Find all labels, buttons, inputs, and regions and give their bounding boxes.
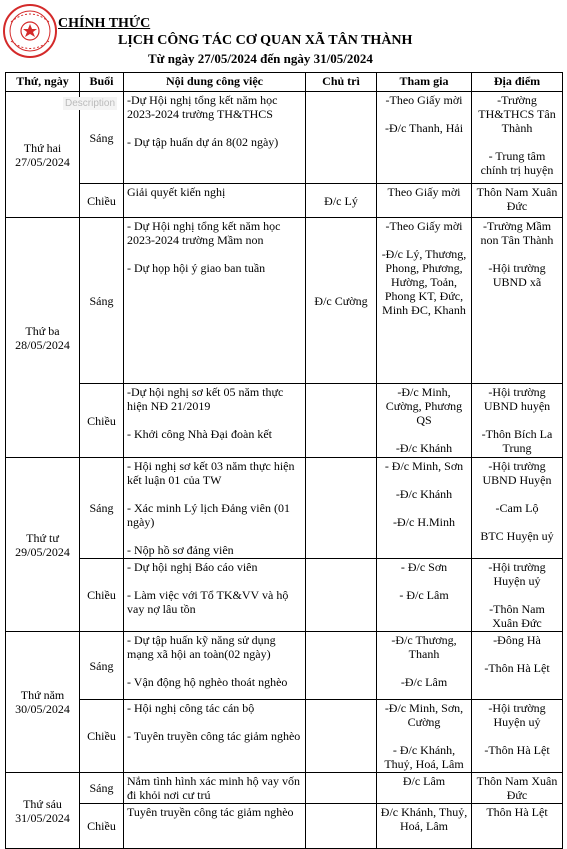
session-cell: Chiều [80,384,124,458]
participants-cell [377,700,472,773]
chair-cell: Đ/c Lý [306,184,377,218]
table-row [6,458,563,559]
location-cell [472,559,563,632]
spacer [127,413,302,427]
spacer [475,647,559,661]
participants-cell-item: Đ/c Lâm [402,774,446,788]
official-seal-icon [2,2,58,60]
participants-cell [377,559,472,632]
day-name: Thứ năm [20,688,65,702]
table-header-row [6,73,563,92]
spacer [380,729,468,743]
day-date: 29/05/2024 [15,544,70,559]
day-name: Thứ hai [23,140,62,155]
spacer [127,574,302,588]
chair-cell [306,559,377,632]
content-cell-item: - Dự tập huấn kỹ năng sử dụng mạng xã hội an toàn(02 ngày) [127,633,276,661]
session-cell: Sáng [80,92,124,184]
participants-cell-item: -Đ/c Minh, Cường, Phương QS [385,385,463,427]
spacer [475,729,559,743]
chair-cell [306,632,377,700]
session-cell: Chiều [80,804,124,849]
location-cell [472,92,563,184]
content-cell-item: -Dự hội nghị sơ kết 05 năm thực hiện NĐ 21/2019 [127,385,284,413]
content-cell-item: - Xác minh Lý lịch Đảng viên (01 ngày) [127,501,290,529]
day-date: 28/05/2024 [15,337,70,352]
participants-cell-item: -Đ/c Khánh [395,441,453,455]
location-cell-item: -Hội trường Huyện uỷ [488,701,546,729]
column-header-location: Địa điểm [472,73,563,92]
spacer [380,501,468,515]
participants-cell-item: -Theo Giấy mời [385,219,463,233]
spacer [380,574,468,588]
column-header-session: Buổi [80,73,124,92]
day-name: Thứ tư [26,530,59,545]
day-name: Thứ sáu [23,796,62,811]
location-cell-item: -Đông Hà [493,633,541,647]
spacer [127,661,302,675]
date-range: Từ ngày 27/05/2024 đến ngày 31/05/2024 [148,51,373,66]
day-cell [6,773,80,849]
spacer [475,135,559,149]
content-cell [124,384,306,458]
location-cell-item: - Trung tâm chính trị huyện [480,149,554,177]
participants-cell [377,458,472,559]
participants-cell-item: -Đ/c Khánh [395,487,453,501]
spacer [475,588,559,602]
location-cell [472,804,563,849]
table-row [6,804,563,849]
content-cell-item: - Tuyên truyền công tác giảm nghèo [127,729,301,743]
content-cell-item: - Dự họp hội ý giao ban tuần [127,261,266,275]
location-cell-item: -Thôn Nam Xuân Đức [489,602,545,630]
content-cell-item: - Vận động hộ nghèo thoát nghèo [127,675,288,689]
session-cell: Sáng [80,458,124,559]
content-cell [124,559,306,632]
spacer [127,121,302,135]
column-header-participants: Tham gia [377,73,472,92]
participants-cell [377,384,472,458]
content-cell-item: Tuyên truyền công tác giảm nghèo [127,805,294,819]
location-cell [472,632,563,700]
description-tooltip: Description [65,98,116,109]
session-cell: Chiều [80,184,124,218]
participants-cell-item: -Đ/c Thương, Thanh [391,633,457,661]
column-header-chair: Chủ trì [306,73,377,92]
spacer [127,529,302,543]
participants-cell-item: Theo Giấy mời [387,185,461,199]
schedule-body [6,92,563,849]
day-date: 31/05/2024 [15,810,70,825]
location-cell-item: -Trường Mầm non Tân Thành [480,219,554,247]
content-cell-item: Nắm tình hình xác minh hộ vay vốn đi khỏi nơi cư trú [127,774,300,802]
participants-cell [377,804,472,849]
location-cell [472,458,563,559]
spacer [127,247,302,261]
content-cell [124,804,306,849]
content-cell [124,458,306,559]
participants-cell-item: -Đ/c Minh, Sơn, Cường [384,701,464,729]
content-cell-item: - Làm việc với Tổ TK&VV và hộ vay nợ lâu tồn [127,588,289,616]
chair-cell [306,92,377,184]
table-row [6,218,563,384]
day-cell [6,218,80,458]
spacer [475,487,559,501]
location-cell-item: Thôn Nam Xuân Đức [476,185,558,213]
location-cell-item: -Thôn Hà Lệt [484,743,550,757]
session-cell: Chiều [80,559,124,632]
location-cell-item: BTC Huyện uỷ [480,529,554,543]
chair-cell [306,458,377,559]
table-row [6,559,563,632]
participants-cell-item: -Đ/c Lý, Thương, Phong, Phương, Hường, Toản, Phong KT, Đức, Minh ĐC, Khanh [381,247,467,317]
chair-cell [306,804,377,849]
spacer [380,661,468,675]
column-header-content: Nội dung công việc [124,73,306,92]
location-cell-item: -Thôn Hà Lệt [484,661,550,675]
spacer [127,715,302,729]
content-cell-item: - Dự Hội nghị tổng kết năm học 2023-2024 trường Mầm non [127,219,281,247]
participants-cell [377,218,472,384]
content-cell-item: - Dự tập huấn dự án 8(02 ngày) [127,135,279,149]
content-cell-item: - Dự hội nghị Báo cáo viên [127,560,258,574]
spacer [380,107,468,121]
session-cell: Sáng [80,773,124,804]
participants-cell-item: - Đ/c Minh, Sơn [384,459,464,473]
location-cell-item: -Trường TH&THCS Tân Thành [478,93,556,135]
chair-cell: Đ/c Cường [306,218,377,384]
chair-cell [306,384,377,458]
column-header-day: Thứ, ngày [6,73,80,92]
participants-cell-item: -Theo Giấy mời [385,93,463,107]
location-cell-item: -Hội trường Huyện uỷ [488,560,546,588]
participants-cell-item: Đ/c Khánh, Thuỷ, Hoá, Lâm [380,805,468,833]
content-cell-item: -Dự Hội nghị tổng kết năm học 2023-2024 trường TH&THCS [127,93,278,121]
session-cell: Sáng [80,218,124,384]
participants-cell [377,92,472,184]
participants-cell-item: -Đ/c H.Minh [393,515,455,529]
day-cell [6,92,80,218]
location-cell [472,184,563,218]
session-cell: Chiều [80,700,124,773]
day-date: 30/05/2024 [15,702,70,716]
participants-cell [377,184,472,218]
location-cell-item: Thôn Nam Xuân Đức [476,774,558,802]
participants-cell-item: - Đ/c Lâm [399,588,449,602]
location-cell-item: Thôn Hà Lệt [486,805,548,819]
participants-cell [377,632,472,700]
content-cell-item: - Nộp hồ sơ đảng viên [127,543,234,557]
page-title: LỊCH CÔNG TÁC CƠ QUAN XÃ TÂN THÀNH [118,33,413,48]
spacer [127,487,302,501]
spacer [380,473,468,487]
spacer [475,413,559,427]
content-cell [124,92,306,184]
location-cell-item: -Thôn Bích La Trung [481,427,553,455]
table-row [6,700,563,773]
session-cell: Sáng [80,632,124,700]
official-label: CHÍNH THỨC [58,16,151,31]
chair-cell [306,700,377,773]
content-cell-item: - Hội nghị công tác cán bộ [127,701,255,715]
content-cell [124,184,306,218]
participants-cell-item: -Đ/c Lâm [400,675,448,689]
table-row [6,384,563,458]
table-row [6,632,563,700]
content-cell-item: - Hội nghị sơ kết 03 năm thực hiện kết luận 01 của TW [127,459,295,487]
table-row [6,184,563,218]
schedule-table [5,72,563,849]
day-name: Thứ ba [25,323,60,338]
spacer [380,233,468,247]
location-cell-item: -Hội trường UBND huyện [483,385,551,413]
participants-cell-item: - Đ/c Sơn [400,560,448,574]
content-cell-item: - Khởi công Nhà Đại đoàn kết [127,427,272,441]
location-cell-item: -Hội trường UBND xã [488,261,546,289]
location-cell [472,218,563,384]
day-cell [6,632,80,773]
location-cell [472,700,563,773]
location-cell-item: -Hội trường UBND Huyện [482,459,552,487]
content-cell [124,218,306,384]
participants-cell-item: -Đ/c Thanh, Hải [384,121,464,135]
content-cell [124,632,306,700]
spacer [475,247,559,261]
location-cell-item: -Cam Lộ [495,501,539,515]
location-cell [472,384,563,458]
content-cell-item: Giải quyết kiến nghị [127,185,226,199]
day-date: 27/05/2024 [15,154,70,169]
content-cell [124,700,306,773]
day-cell [6,458,80,632]
participants-cell-item: - Đ/c Khánh, Thuỷ, Hoá, Lâm [384,743,464,771]
spacer [475,515,559,529]
spacer [380,427,468,441]
